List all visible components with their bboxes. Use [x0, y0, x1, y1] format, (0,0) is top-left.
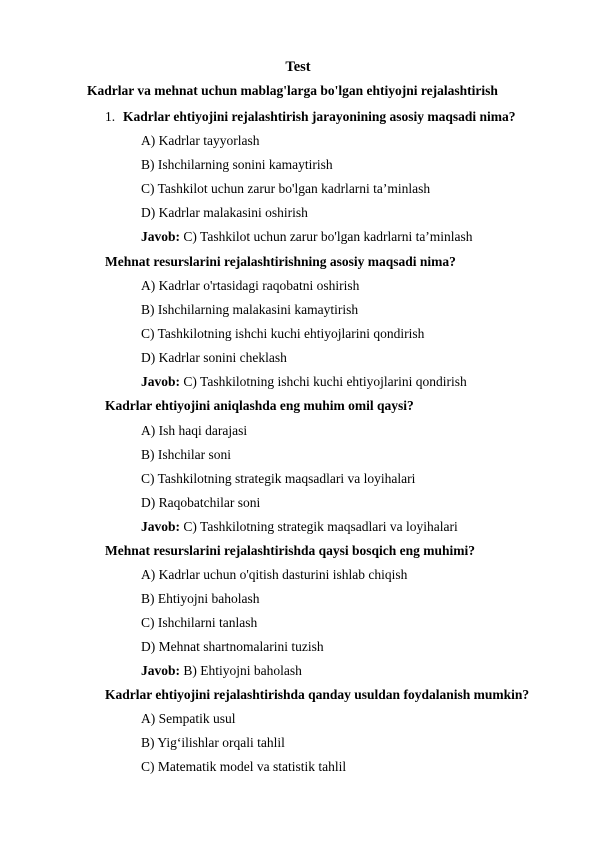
question-1 [105, 109, 516, 125]
answer-line [141, 663, 302, 679]
option-c: C) Ishchilarni tanlash [141, 615, 258, 630]
option-c: C) Tashkilot uchun zarur bo'lgan kadrlarni ta’minlash [141, 181, 431, 196]
option-b: B) Ishchilarning sonini kamaytirish [141, 157, 333, 172]
answer-text: C) Tashkilotning ishchi kuchi ehtiyojlarini qondirish [183, 374, 467, 389]
option-c: C) Tashkilotning ishchi kuchi ehtiyojlarini qondirish [141, 326, 425, 341]
question-number: 1. [105, 109, 116, 124]
option-a: A) Ish haqi darajasi [141, 423, 248, 438]
question-4 [105, 543, 475, 559]
option-d: D) Mehnat shartnomalarini tuzish [141, 639, 324, 654]
question-text: Mehnat resurslarini rejalashtirishning asosiy maqsadi nima? [105, 254, 456, 269]
answer-label: Javob: [141, 663, 181, 678]
option-b: B) Yig‘ilishlar orqali tahlil [141, 735, 285, 750]
option-b: B) Ehtiyojni baholash [141, 591, 260, 606]
option-c: C) Tashkilotning strategik maqsadlari va loyihalari [141, 471, 416, 486]
option-d: D) Kadrlar sonini cheklash [141, 350, 287, 365]
option-a: A) Sempatik usul [141, 711, 236, 726]
answer-line [141, 519, 458, 535]
question-text: Kadrlar ehtiyojini rejalashtirishda qanday usuldan foydalanish mumkin? [105, 687, 530, 702]
question-text: Kadrlar ehtiyojini rejalashtirish jarayonining asosiy maqsadi nima? [123, 109, 516, 124]
section-heading: Kadrlar va mehnat uchun mablag'larga bo'lgan ehtiyojni rejalashtirish [87, 83, 498, 98]
question-text: Mehnat resurslarini rejalashtirishda qaysi bosqich eng muhimi? [105, 543, 476, 558]
question-text: Kadrlar ehtiyojini aniqlashda eng muhim omil qaysi? [105, 398, 414, 413]
answer-label: Javob: [141, 519, 181, 534]
question-3 [105, 398, 414, 414]
answer-text: B) Ehtiyojni baholash [183, 663, 302, 678]
option-c: C) Matematik model va statistik tahlil [141, 759, 347, 774]
option-d: D) Raqobatchilar soni [141, 495, 261, 510]
answer-label: Javob: [141, 229, 181, 244]
answer-line [141, 374, 467, 390]
question-5 [105, 687, 529, 703]
answer-label: Javob: [141, 374, 181, 389]
option-a: A) Kadrlar uchun o'qitish dasturini ishlab chiqish [141, 567, 408, 582]
option-a: A) Kadrlar tayyorlash [141, 133, 260, 148]
answer-line [141, 229, 473, 245]
option-d: D) Kadrlar malakasini oshirish [141, 205, 308, 220]
question-2 [105, 254, 456, 270]
page-title: Test [285, 59, 311, 75]
option-b: B) Ishchilar soni [141, 447, 231, 462]
answer-text: C) Tashkilotning strategik maqsadlari va loyihalari [183, 519, 458, 534]
option-a: A) Kadrlar o'rtasidagi raqobatni oshirish [141, 278, 360, 293]
answer-text: C) Tashkilot uchun zarur bo'lgan kadrlarni ta’minlash [183, 229, 473, 244]
option-b: B) Ishchilarning malakasini kamaytirish [141, 302, 359, 317]
